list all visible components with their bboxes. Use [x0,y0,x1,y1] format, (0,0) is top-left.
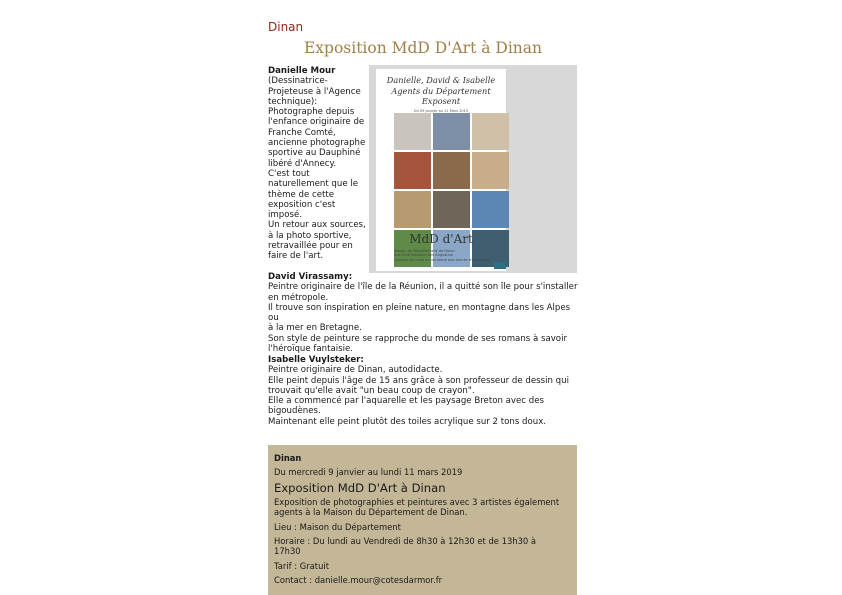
poster-logo: MdD d'Art [409,232,473,246]
bio-line: Peintre originaire de l'île de la Réunion, il a quitté son île pour s'installer [268,282,578,293]
info-contact[interactable]: Contact : danielle.mour@cotesdarmor.fr [274,575,443,585]
bio-line: naturellement que le [268,179,359,190]
danielle-name: Danielle Mour [268,66,336,76]
poster-photo-tile [433,152,470,189]
danielle-bio [268,76,368,261]
isabelle-block [268,355,578,427]
bio-line: Photographe depuis [268,107,355,118]
info-dates: Du mercredi 9 janvier au lundi 11 mars 2019 [274,467,463,477]
info-title: Exposition MdD D'Art à Dinan [274,481,446,495]
david-name: David Virassamy: [268,272,353,282]
location-label: Dinan [268,20,304,34]
bio-line: Son style de peinture se rapproche du monde de ses romans à savoir [268,333,567,344]
bio-line: thème de cette [268,189,335,200]
bio-line: Projeteuse à l'Agence [268,86,361,97]
poster-heading-line: Exposent [421,96,461,106]
bio-line: ancienne photographe [268,138,366,149]
bio-line: (Dessinatrice- [268,76,328,87]
bio-line: trouvait qu'elle avait "un beau coup de crayon". [268,385,475,396]
poster-photo-tile [394,113,431,150]
david-block [268,272,578,354]
poster-heading-line: Danielle, David & Isabelle [386,75,496,85]
bio-line: l'héroïque fantaisie. [268,344,354,355]
bio-line: l'enfance originaire de [268,117,365,128]
poster-small-line: Rue Ercé Fontaine des Augustins [394,253,453,258]
bio-line: Elle peint depuis l'âge de 15 ans grâce à son professeur de dessin qui [268,375,569,386]
bio-line: retravaillée pour en [268,241,353,252]
poster-photo-tile [433,113,470,150]
bio-line: bigoudènes. [268,406,321,417]
isabelle-bio [268,365,578,427]
info-line: 17h30 [274,546,301,557]
david-bio [268,282,578,354]
bio-line: technique): [268,96,318,107]
poster-image [376,69,506,271]
poster-frame [369,65,577,273]
bio-line: Peintre originaire de Dinan, autodidacte. [268,365,443,376]
page-title: Exposition MdD D'Art à Dinan [303,39,542,57]
info-description [274,497,574,518]
bio-line: Un retour aux sources, [268,220,366,231]
bio-line: Il trouve son inspiration en pleine nature, en montagne dans les Alpes ou [268,302,571,324]
event-info-box [268,445,577,595]
poster-photo-tile [394,152,431,189]
bio-line: sportive au Dauphiné [268,148,361,159]
poster-small-line: Ouverte du lundi au vendredi aux heures d'ouverture [394,257,490,262]
bio-line: Elle a commencé par l'aquarelle et les paysage Breton avec des [268,396,544,407]
poster-small-line: Maison du Département de Dinan [394,249,455,253]
info-line: Exposition de photographies et peintures avec 3 artistes également [274,497,560,507]
info-line: Horaire : Du lundi au Vendredi de 8h30 à 12h30 et de 13h30 à [274,536,537,546]
poster-institution-mark [494,262,506,269]
poster-date: Du 09 janvier au 11 Mars 2019 [413,109,469,113]
bio-line: faire de l'art. [268,251,324,262]
poster-heading [376,75,506,107]
info-line: agents à la Maison du Département de Dinan. [274,507,468,518]
bio-line: libéré d'Annecy. [268,158,337,169]
poster-photo-tile [472,152,509,189]
poster-heading-line: Agents du Département [391,85,491,96]
info-city: Dinan [274,453,302,463]
poster-photo-tile [472,113,509,150]
bio-line: en métropole. [268,292,329,303]
danielle-block [268,66,368,262]
info-tarif: Tarif : Gratuit [274,561,329,571]
info-lieu: Lieu : Maison du Département [274,522,401,532]
poster-photo-tile [394,191,431,228]
poster-small-text [394,249,504,262]
poster-photo-tile [433,191,470,228]
bio-line: C'est tout [268,168,310,179]
bio-line: à la photo sportive, [268,230,352,241]
bio-line: Maintenant elle peint plutôt des toiles acrylique sur 2 tons doux. [268,416,547,427]
bio-line: imposé. [268,210,302,221]
info-horaire [274,536,574,557]
bio-line: à la mer en Bretagne. [268,323,362,334]
bio-line: exposition c'est [268,199,336,210]
bio-line: Franche Comté, [268,127,336,138]
isabelle-name: Isabelle Vuylsteker: [268,355,364,365]
poster-photo-tile [472,191,509,228]
